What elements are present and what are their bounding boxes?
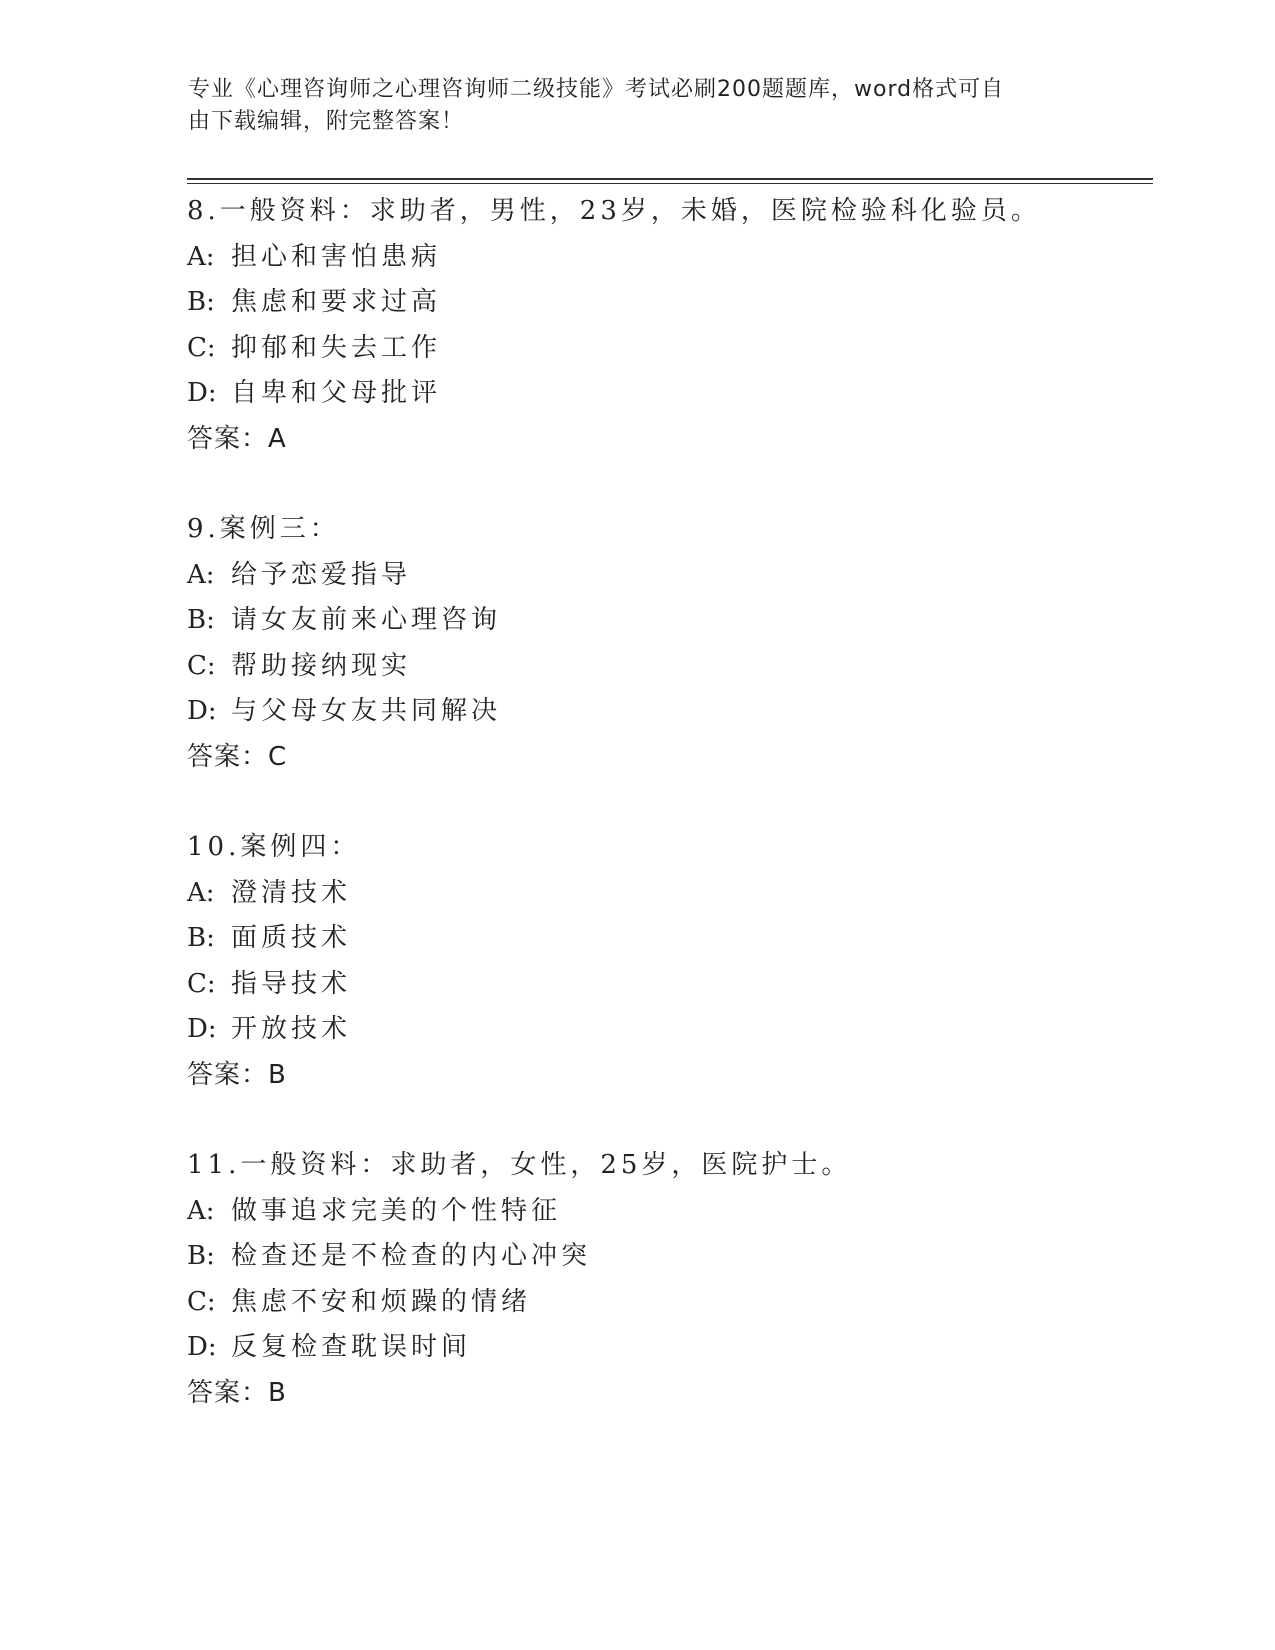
option-d (187, 371, 1153, 417)
option-letter: C: (187, 332, 216, 363)
option-text: 反复检查耽误时间 (231, 1332, 472, 1362)
header-divider-thick (187, 178, 1153, 180)
answer-line: 答案：A (187, 423, 287, 454)
question-9 (187, 507, 1153, 780)
option-letter: A: (187, 877, 215, 908)
option-letter: C: (187, 1286, 216, 1317)
option-letter: D: (187, 1332, 217, 1362)
option-b (187, 1234, 1153, 1280)
option-c (187, 962, 1153, 1008)
option-d (187, 689, 1153, 735)
question-11 (187, 1143, 1153, 1416)
option-text: 焦虑和要求过高 (231, 287, 442, 317)
option-c (187, 326, 1153, 372)
option-text: 给予恋爱指导 (231, 559, 412, 590)
header-divider-thin (187, 183, 1153, 184)
question-10 (187, 825, 1153, 1098)
option-text: 检查还是不检查的内心冲突 (231, 1241, 592, 1271)
option-b (187, 598, 1153, 644)
option-text: 澄清技术 (231, 877, 352, 908)
option-letter: D: (187, 1014, 217, 1044)
question-8 (187, 189, 1153, 462)
option-d (187, 1007, 1153, 1053)
answer-line: 答案：B (187, 1059, 287, 1090)
question-list (187, 189, 1153, 1416)
option-c (187, 1280, 1153, 1326)
option-text: 抑郁和失去工作 (231, 332, 442, 363)
option-c (187, 644, 1153, 690)
option-text: 开放技术 (231, 1014, 352, 1044)
option-text: 做事追求完美的个性特征 (231, 1195, 562, 1226)
option-text: 与父母女友共同解决 (231, 696, 502, 726)
document-header (188, 74, 1088, 138)
option-letter: A: (187, 1195, 215, 1226)
option-letter: D: (187, 378, 217, 408)
option-letter: C: (187, 968, 216, 999)
question-stem: 8.一般资料：求助者，男性，23岁，未婚，医院检验科化验员。 (187, 196, 1041, 226)
option-letter: C: (187, 650, 216, 681)
option-letter: B: (187, 1241, 215, 1271)
answer-line: 答案：C (187, 741, 288, 772)
option-letter: B: (187, 923, 215, 953)
option-a (187, 1189, 1153, 1235)
option-a (187, 871, 1153, 917)
question-stem: 10.案例四： (187, 832, 361, 862)
option-b (187, 916, 1153, 962)
option-text: 焦虑不安和烦躁的情绪 (231, 1286, 532, 1317)
answer-line: 答案：B (187, 1377, 287, 1408)
option-text: 帮助接纳现实 (231, 650, 412, 681)
option-letter: A: (187, 559, 215, 590)
option-letter: B: (187, 287, 215, 317)
option-text: 面质技术 (231, 923, 352, 953)
option-b (187, 280, 1153, 326)
option-d (187, 1325, 1153, 1371)
option-letter: D: (187, 696, 217, 726)
option-letter: A: (187, 241, 215, 272)
header-line-1: 专业《心理咨询师之心理咨询师二级技能》考试必刷200题题库，word格式可自 (188, 77, 1005, 102)
option-text: 自卑和父母批评 (231, 378, 442, 408)
option-a (187, 235, 1153, 281)
question-stem: 11.一般资料：求助者，女性，25岁，医院护士。 (187, 1150, 852, 1180)
option-text: 担心和害怕患病 (231, 241, 442, 272)
option-letter: B: (187, 605, 215, 635)
option-a (187, 553, 1153, 599)
option-text: 请女友前来心理咨询 (231, 605, 502, 635)
header-line-2: 由下载编辑，附完整答案！ (188, 109, 465, 134)
option-text: 指导技术 (231, 968, 352, 999)
question-stem: 9.案例三： (187, 514, 340, 544)
